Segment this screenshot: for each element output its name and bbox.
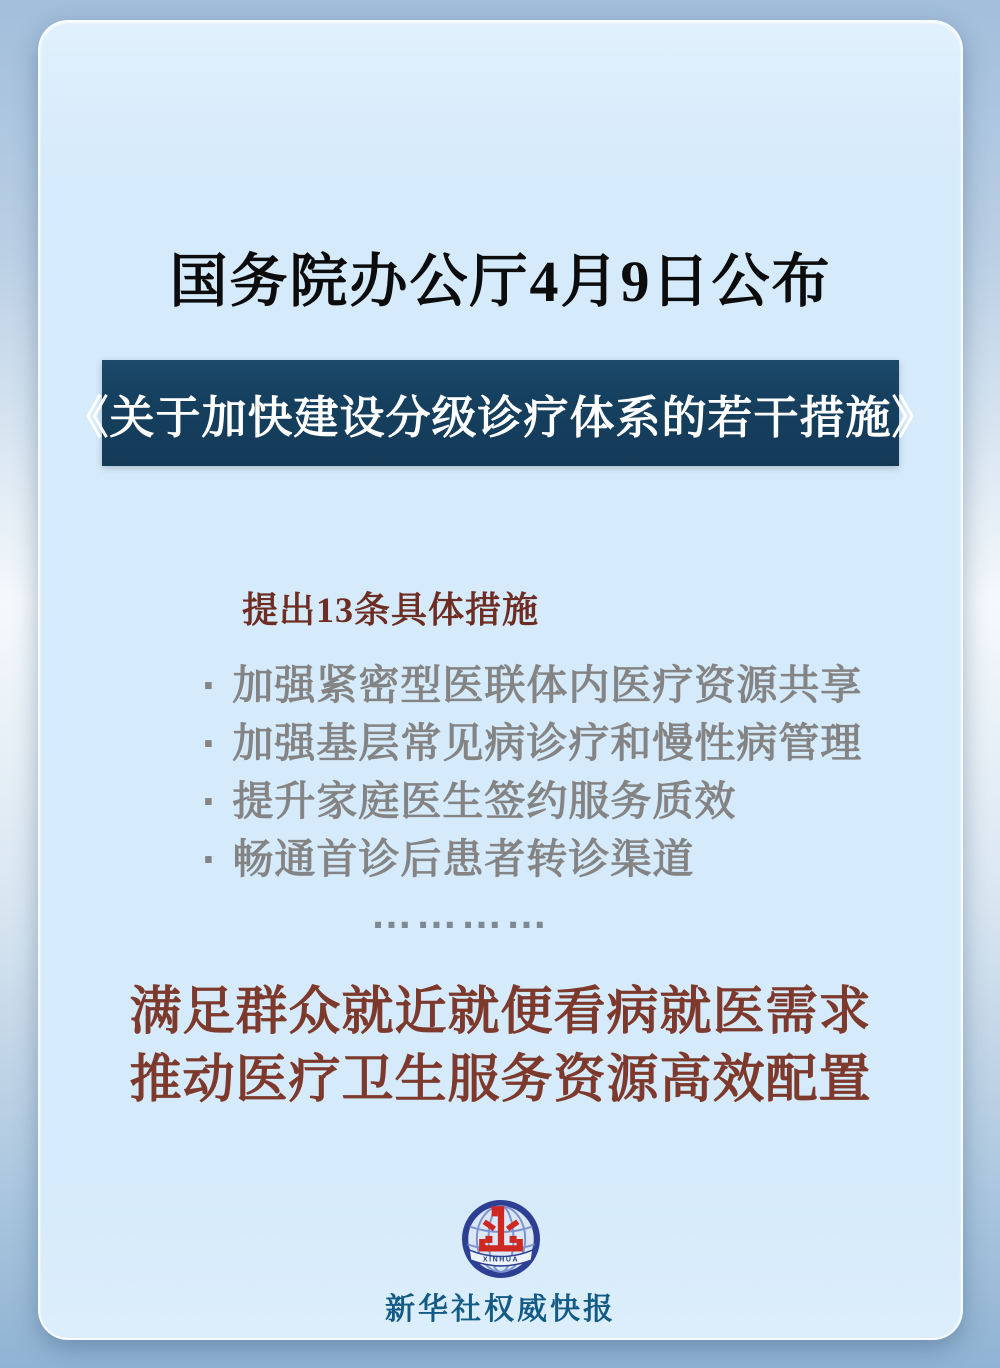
summary-line-1: 满足群众就近就便看病就医需求 [129,983,872,1041]
policy-title-banner [63,360,938,466]
logo-wordmark: XINHUA [482,1256,519,1264]
bullet-dot-icon: · [202,659,219,711]
bullet-dot-icon: · [202,717,219,769]
summary-statement [40,978,961,1114]
measures-list [202,656,862,888]
list-item [202,714,862,772]
xinhua-logo-icon [462,1200,540,1278]
bullet-dot-icon: · [202,833,219,885]
poster-card [38,20,963,1340]
list-item-label: 提升家庭医生签约服务质效 [232,778,737,824]
list-item-label: 畅通首诊后患者转诊渠道 [232,836,695,882]
ellipsis-dots: ………… [370,890,551,937]
list-item [202,656,862,714]
bullet-dot-icon: · [202,775,219,827]
measures-heading: 提出13条具体措施 [242,590,540,630]
policy-title-text: 《关于加快建设分级诊疗体系的若干措施》 [63,391,938,443]
xinhua-logo [462,1200,540,1278]
list-item [202,772,862,830]
brand-name: 新华社权威快报 [385,1293,616,1326]
list-item-label: 加强基层常见病诊疗和慢性病管理 [232,720,863,766]
page-title: 国务院办公厅4月9日公布 [169,249,832,314]
list-item [202,830,862,888]
list-item-label: 加强紧密型医联体内医疗资源共享 [232,662,863,708]
summary-line-2: 推动医疗卫生服务资源高效配置 [129,1051,872,1109]
